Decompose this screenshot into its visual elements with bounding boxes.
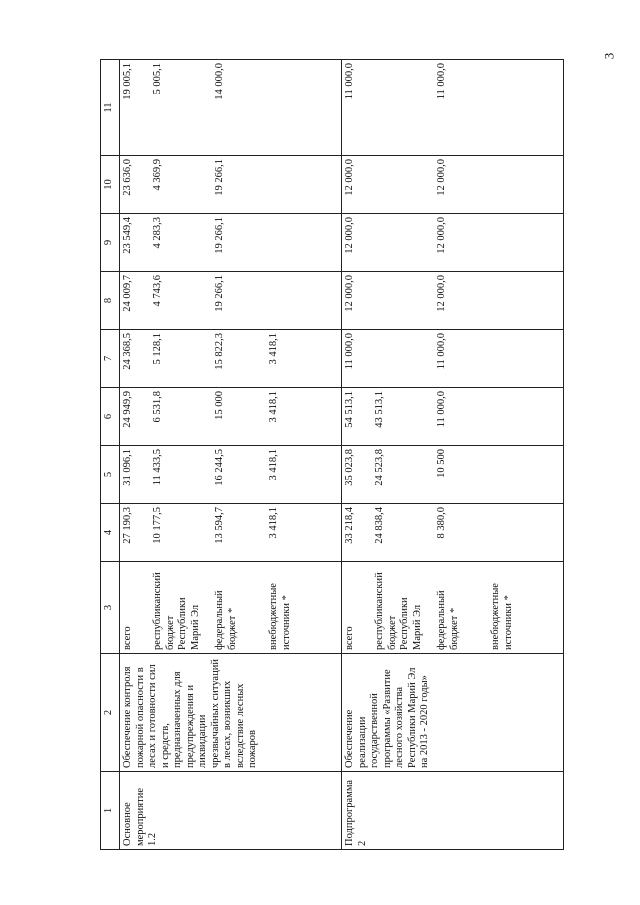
value: 11 433,5	[152, 449, 163, 486]
funding-source: всего	[122, 626, 133, 650]
funding-source: республиканский бюджет Республики Марий Эл	[374, 572, 423, 650]
value: 24 949,9	[122, 391, 133, 428]
budget-table-sheet	[100, 60, 514, 850]
value-cell	[120, 330, 342, 388]
value: 10 177,5	[152, 507, 163, 544]
table-row	[342, 60, 564, 850]
value: 19 005,1	[122, 63, 133, 100]
value: 19 266,1	[214, 275, 225, 312]
column-number: 9	[101, 214, 120, 272]
value-cell	[120, 446, 342, 504]
funding-source: республиканский бюджет Республики Марий Эл	[152, 572, 201, 650]
value: 12 000,0	[436, 275, 447, 312]
value	[374, 333, 436, 384]
column-number: 3	[101, 562, 120, 654]
value-cell	[342, 214, 564, 272]
value: 11 000,0	[436, 63, 447, 100]
value	[374, 275, 436, 326]
value	[490, 275, 544, 326]
column-number: 11	[101, 60, 120, 156]
value-cell	[342, 156, 564, 214]
column-number: 7	[101, 330, 120, 388]
value: 19 266,1	[214, 217, 225, 254]
value: 4 283,3	[152, 217, 163, 249]
column-number: 5	[101, 446, 120, 504]
value: 5 005,1	[152, 63, 163, 95]
value	[490, 507, 544, 558]
funding-source: внебюджетные источники *	[490, 583, 514, 650]
value: 14 000,0	[214, 63, 225, 100]
value	[490, 391, 544, 442]
column-number: 8	[101, 272, 120, 330]
value: 10 500	[436, 449, 447, 478]
value: 3 418,1	[268, 449, 279, 481]
value-cell	[342, 504, 564, 562]
value: 4 743,6	[152, 275, 163, 307]
value	[374, 159, 436, 210]
column-number: 2	[101, 654, 120, 772]
program-name: Основное мероприятие 1.2	[120, 772, 342, 850]
value-cell	[120, 504, 342, 562]
value	[490, 63, 544, 152]
value	[268, 159, 322, 210]
value-cell	[342, 330, 564, 388]
value	[268, 63, 322, 152]
value: 35 023,8	[344, 449, 355, 486]
value: 33 218,4	[344, 507, 355, 544]
value-cell	[120, 388, 342, 446]
value: 43 513,1	[374, 391, 385, 428]
funding-source: федеральный бюджет *	[436, 590, 460, 650]
value	[490, 333, 544, 384]
value: 16 244,5	[214, 449, 225, 486]
value: 12 000,0	[344, 159, 355, 196]
value	[490, 217, 544, 268]
value-cell	[120, 214, 342, 272]
value: 24 523,8	[374, 449, 385, 486]
page-number: 3	[600, 52, 616, 60]
value: 13 594,7	[214, 507, 225, 544]
value	[374, 217, 436, 268]
value: 4 369,9	[152, 159, 163, 191]
value: 11 000,0	[344, 333, 355, 370]
column-number: 1	[101, 772, 120, 850]
funding-source: федеральный бюджет *	[214, 590, 238, 650]
value	[374, 63, 436, 152]
value-cell	[342, 446, 564, 504]
value-cell	[120, 60, 342, 156]
value: 23 636,0	[122, 159, 133, 196]
value: 24 838,4	[374, 507, 385, 544]
value: 15 822,3	[214, 333, 225, 370]
value	[490, 159, 544, 210]
column-number: 10	[101, 156, 120, 214]
funding-source-cell	[120, 562, 342, 654]
value: 3 418,1	[268, 333, 279, 365]
value	[268, 275, 322, 326]
value: 19 266,1	[214, 159, 225, 196]
value-cell	[120, 156, 342, 214]
program-title: Обеспечение реализации государственной программы «Развитие лесного хозяйства Республики Марий Эл на 2013 - 2020 годы»	[342, 654, 564, 772]
value: 54 513,1	[344, 391, 355, 428]
value: 3 418,1	[268, 391, 279, 423]
funding-source-cell	[342, 562, 564, 654]
value: 3 418,1	[268, 507, 279, 539]
value: 23 549,4	[122, 217, 133, 254]
value-cell	[342, 388, 564, 446]
value: 12 000,0	[436, 217, 447, 254]
value: 6 531,8	[152, 391, 163, 423]
value: 24 368,5	[122, 333, 133, 370]
value-cell	[342, 60, 564, 156]
value	[268, 217, 322, 268]
program-title: Обеспечение контроля пожарной опасности в лесах и готовности сил и средств, предназначенных для предупреждения и ликвидации чрезвычайных ситуаций в лесах, возникших вследствие лесных пожаров	[120, 654, 342, 772]
funding-source: внебюджетные источники *	[268, 583, 292, 650]
column-number: 6	[101, 388, 120, 446]
value: 12 000,0	[436, 159, 447, 196]
budget-table	[100, 59, 564, 850]
value: 15 000	[214, 391, 225, 420]
program-name: Подпрограмма 2	[342, 772, 564, 850]
value: 31 096,1	[122, 449, 133, 486]
column-number-row	[101, 60, 120, 850]
value: 11 000,0	[436, 391, 447, 428]
value-cell	[342, 272, 564, 330]
column-number: 4	[101, 504, 120, 562]
value: 11 000,0	[344, 63, 355, 100]
value: 11 000,0	[436, 333, 447, 370]
table-row	[120, 60, 342, 850]
value: 27 190,3	[122, 507, 133, 544]
value-cell	[120, 272, 342, 330]
value: 12 000,0	[344, 217, 355, 254]
value: 8 380,0	[436, 507, 447, 539]
value: 5 128,1	[152, 333, 163, 365]
value: 12 000,0	[344, 275, 355, 312]
value	[490, 449, 544, 500]
value: 24 009,7	[122, 275, 133, 312]
funding-source: всего	[344, 626, 355, 650]
